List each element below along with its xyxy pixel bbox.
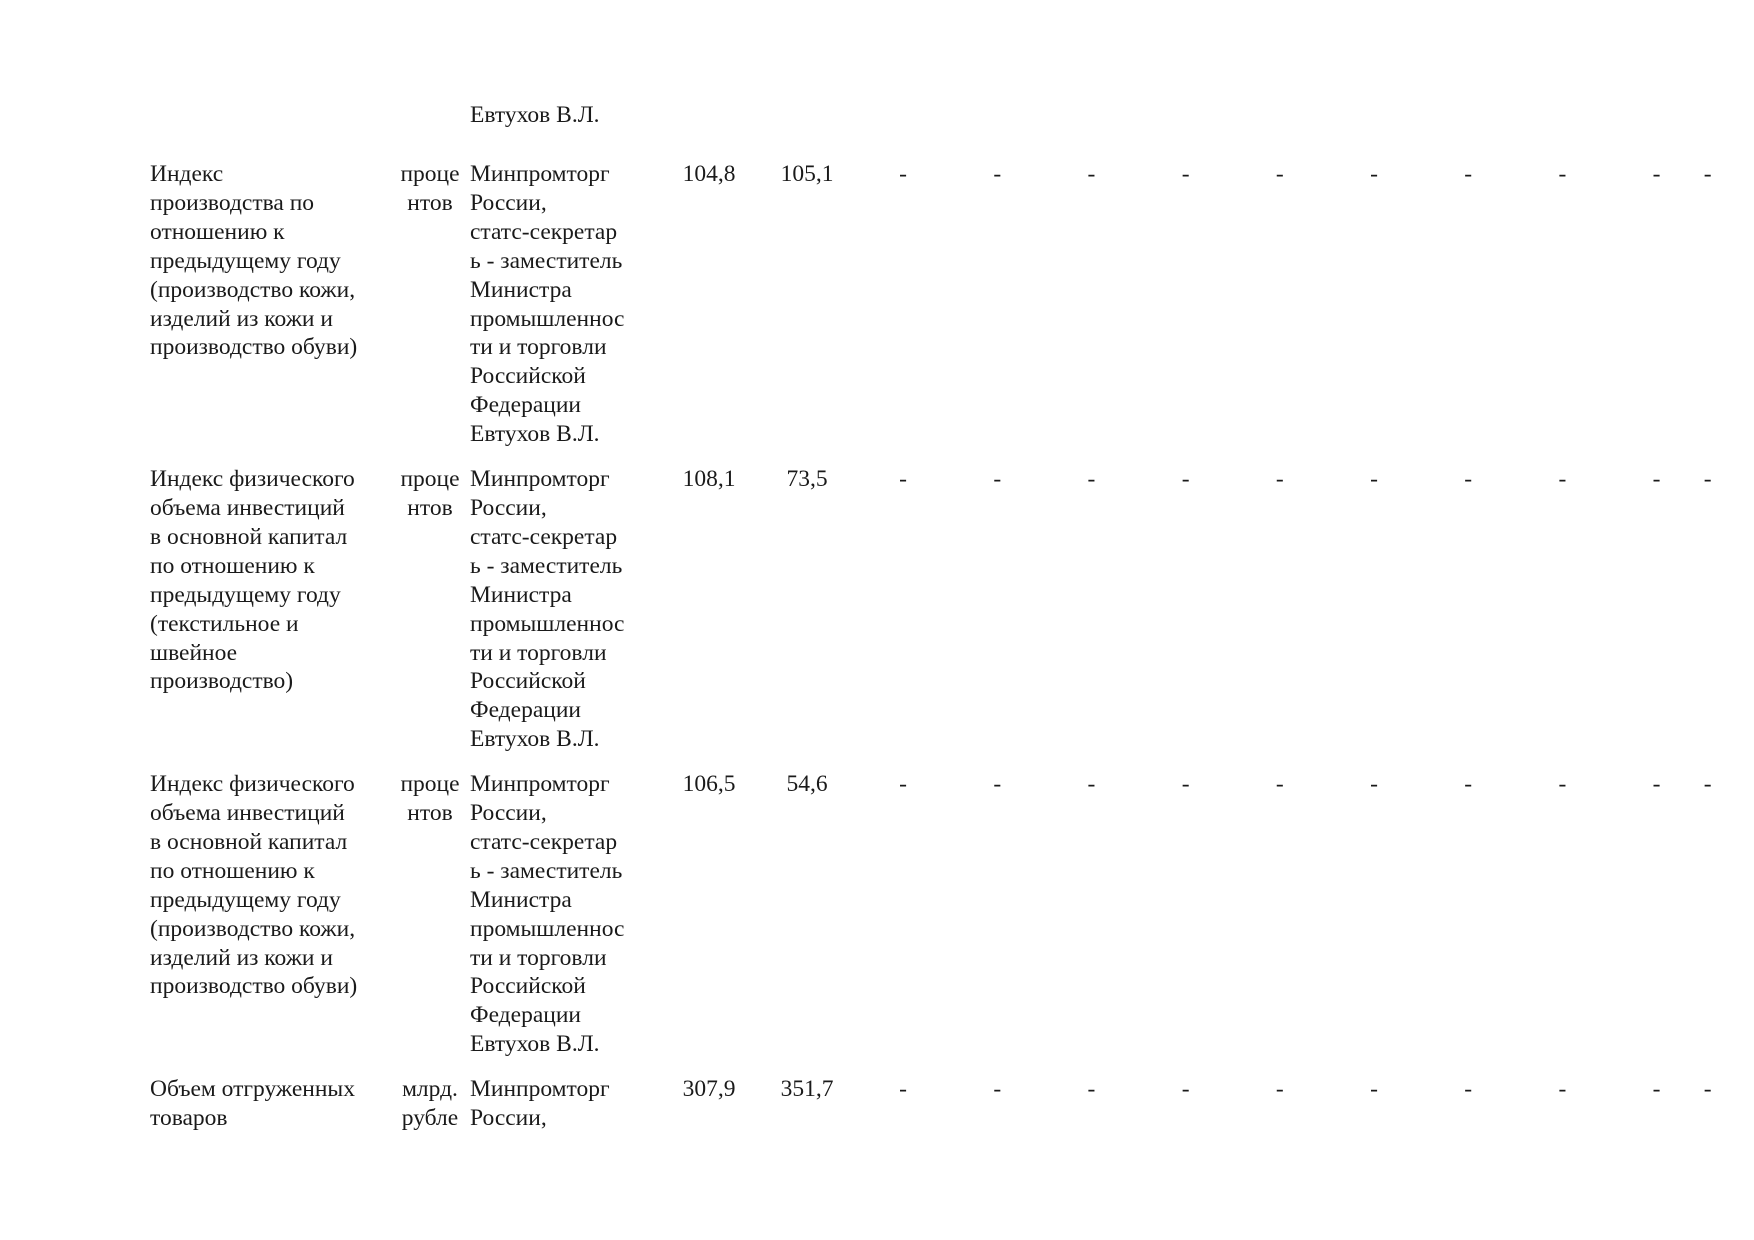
dash-cell: - xyxy=(1652,771,1661,798)
dash-cell: - xyxy=(1087,771,1096,798)
dash-cell: - xyxy=(1464,771,1473,798)
dash-cell: - xyxy=(993,466,1002,493)
value-cell: 105,1 xyxy=(780,161,834,187)
value-cell: 54,6 xyxy=(786,771,828,798)
dash-cell: - xyxy=(993,771,1002,798)
dash-cell: - xyxy=(1087,1076,1096,1103)
dash-cell: - xyxy=(1181,466,1190,493)
table-row xyxy=(150,160,1724,465)
dash-cell: - xyxy=(1275,771,1284,798)
dash-cell: - xyxy=(1558,1076,1567,1103)
dash-cell: - xyxy=(1703,1076,1712,1103)
value-cell: 351,7 xyxy=(780,1076,834,1103)
responsible-cell: Минпромторг России, статс-секретар ь - заместитель Министра промышленнос ти и торговли Российской Федерации Евтухов В.Л. xyxy=(470,466,625,753)
dash-cell: - xyxy=(1558,466,1567,493)
indicator-name: Индекс производства по отношению к предыдущему году (производство кожи, изделий из кожи и производство обуви) xyxy=(150,161,358,361)
dash-cell: - xyxy=(993,1076,1002,1103)
dash-cell: - xyxy=(1370,466,1378,493)
dash-cell: - xyxy=(1652,466,1661,493)
indicator-name: Индекс физического объема инвестиций в основной капитал по отношению к предыдущему году (текстильное и швейное производство) xyxy=(150,466,355,695)
dash-cell: - xyxy=(899,466,907,493)
responsible-cell: Минпромторг России, статс-секретар ь - заместитель Министра промышленнос ти и торговли Российской Федерации Евтухов В.Л. xyxy=(470,161,625,448)
unit-cell: млрд. рубле xyxy=(401,1076,459,1132)
dash-cell: - xyxy=(1558,771,1567,798)
dash-cell: - xyxy=(1703,771,1712,798)
unit-cell: проце нтов xyxy=(400,161,460,216)
dash-cell: - xyxy=(1275,1076,1284,1103)
dash-cell: - xyxy=(899,161,907,187)
dash-cell: - xyxy=(1703,161,1712,187)
value-cell: 108,1 xyxy=(682,466,736,493)
responsible-cell: Минпромторг России, xyxy=(470,1076,610,1132)
table-row xyxy=(150,770,1724,1075)
indicator-name: Индекс физического объема инвестиций в основной капитал по отношению к предыдущему году (производство кожи, изделий из кожи и производство обуви) xyxy=(150,771,358,1000)
dash-cell: - xyxy=(899,1076,907,1103)
dash-cell: - xyxy=(1652,1076,1661,1103)
dash-cell: - xyxy=(899,771,907,798)
dash-cell: - xyxy=(1464,161,1473,187)
dash-cell: - xyxy=(1464,466,1473,493)
dash-cell: - xyxy=(1370,1076,1378,1103)
table-row xyxy=(150,465,1724,770)
dash-cell: - xyxy=(1181,1076,1190,1103)
dash-cell: - xyxy=(1087,161,1096,187)
responsible-cell: Минпромторг России, статс-секретар ь - заместитель Министра промышленнос ти и торговли Российской Федерации Евтухов В.Л. xyxy=(470,771,625,1058)
responsible-cell: Евтухов В.Л. xyxy=(470,102,600,129)
table-row xyxy=(150,1075,1724,1161)
unit-cell: проце нтов xyxy=(400,771,460,827)
table-row-fragment xyxy=(150,0,1724,160)
value-cell: 104,8 xyxy=(682,161,736,187)
value-cell: 106,5 xyxy=(682,771,736,798)
dash-cell: - xyxy=(1181,161,1190,187)
dash-cell: - xyxy=(1703,466,1712,493)
dash-cell: - xyxy=(1464,1076,1473,1103)
value-cell: 307,9 xyxy=(682,1076,736,1103)
dash-cell: - xyxy=(1652,161,1661,187)
dash-cell: - xyxy=(1087,466,1096,493)
value-cell: 73,5 xyxy=(786,466,828,493)
dash-cell: - xyxy=(1275,466,1284,493)
dash-cell: - xyxy=(993,161,1002,187)
dash-cell: - xyxy=(1370,161,1378,187)
dash-cell: - xyxy=(1275,161,1284,187)
indicator-name: Объем отгруженных товаров xyxy=(150,1076,355,1132)
dash-cell: - xyxy=(1370,771,1378,798)
indicators-table xyxy=(150,0,1724,1161)
unit-cell: проце нтов xyxy=(400,466,460,521)
dash-cell: - xyxy=(1181,771,1190,798)
dash-cell: - xyxy=(1558,161,1567,187)
